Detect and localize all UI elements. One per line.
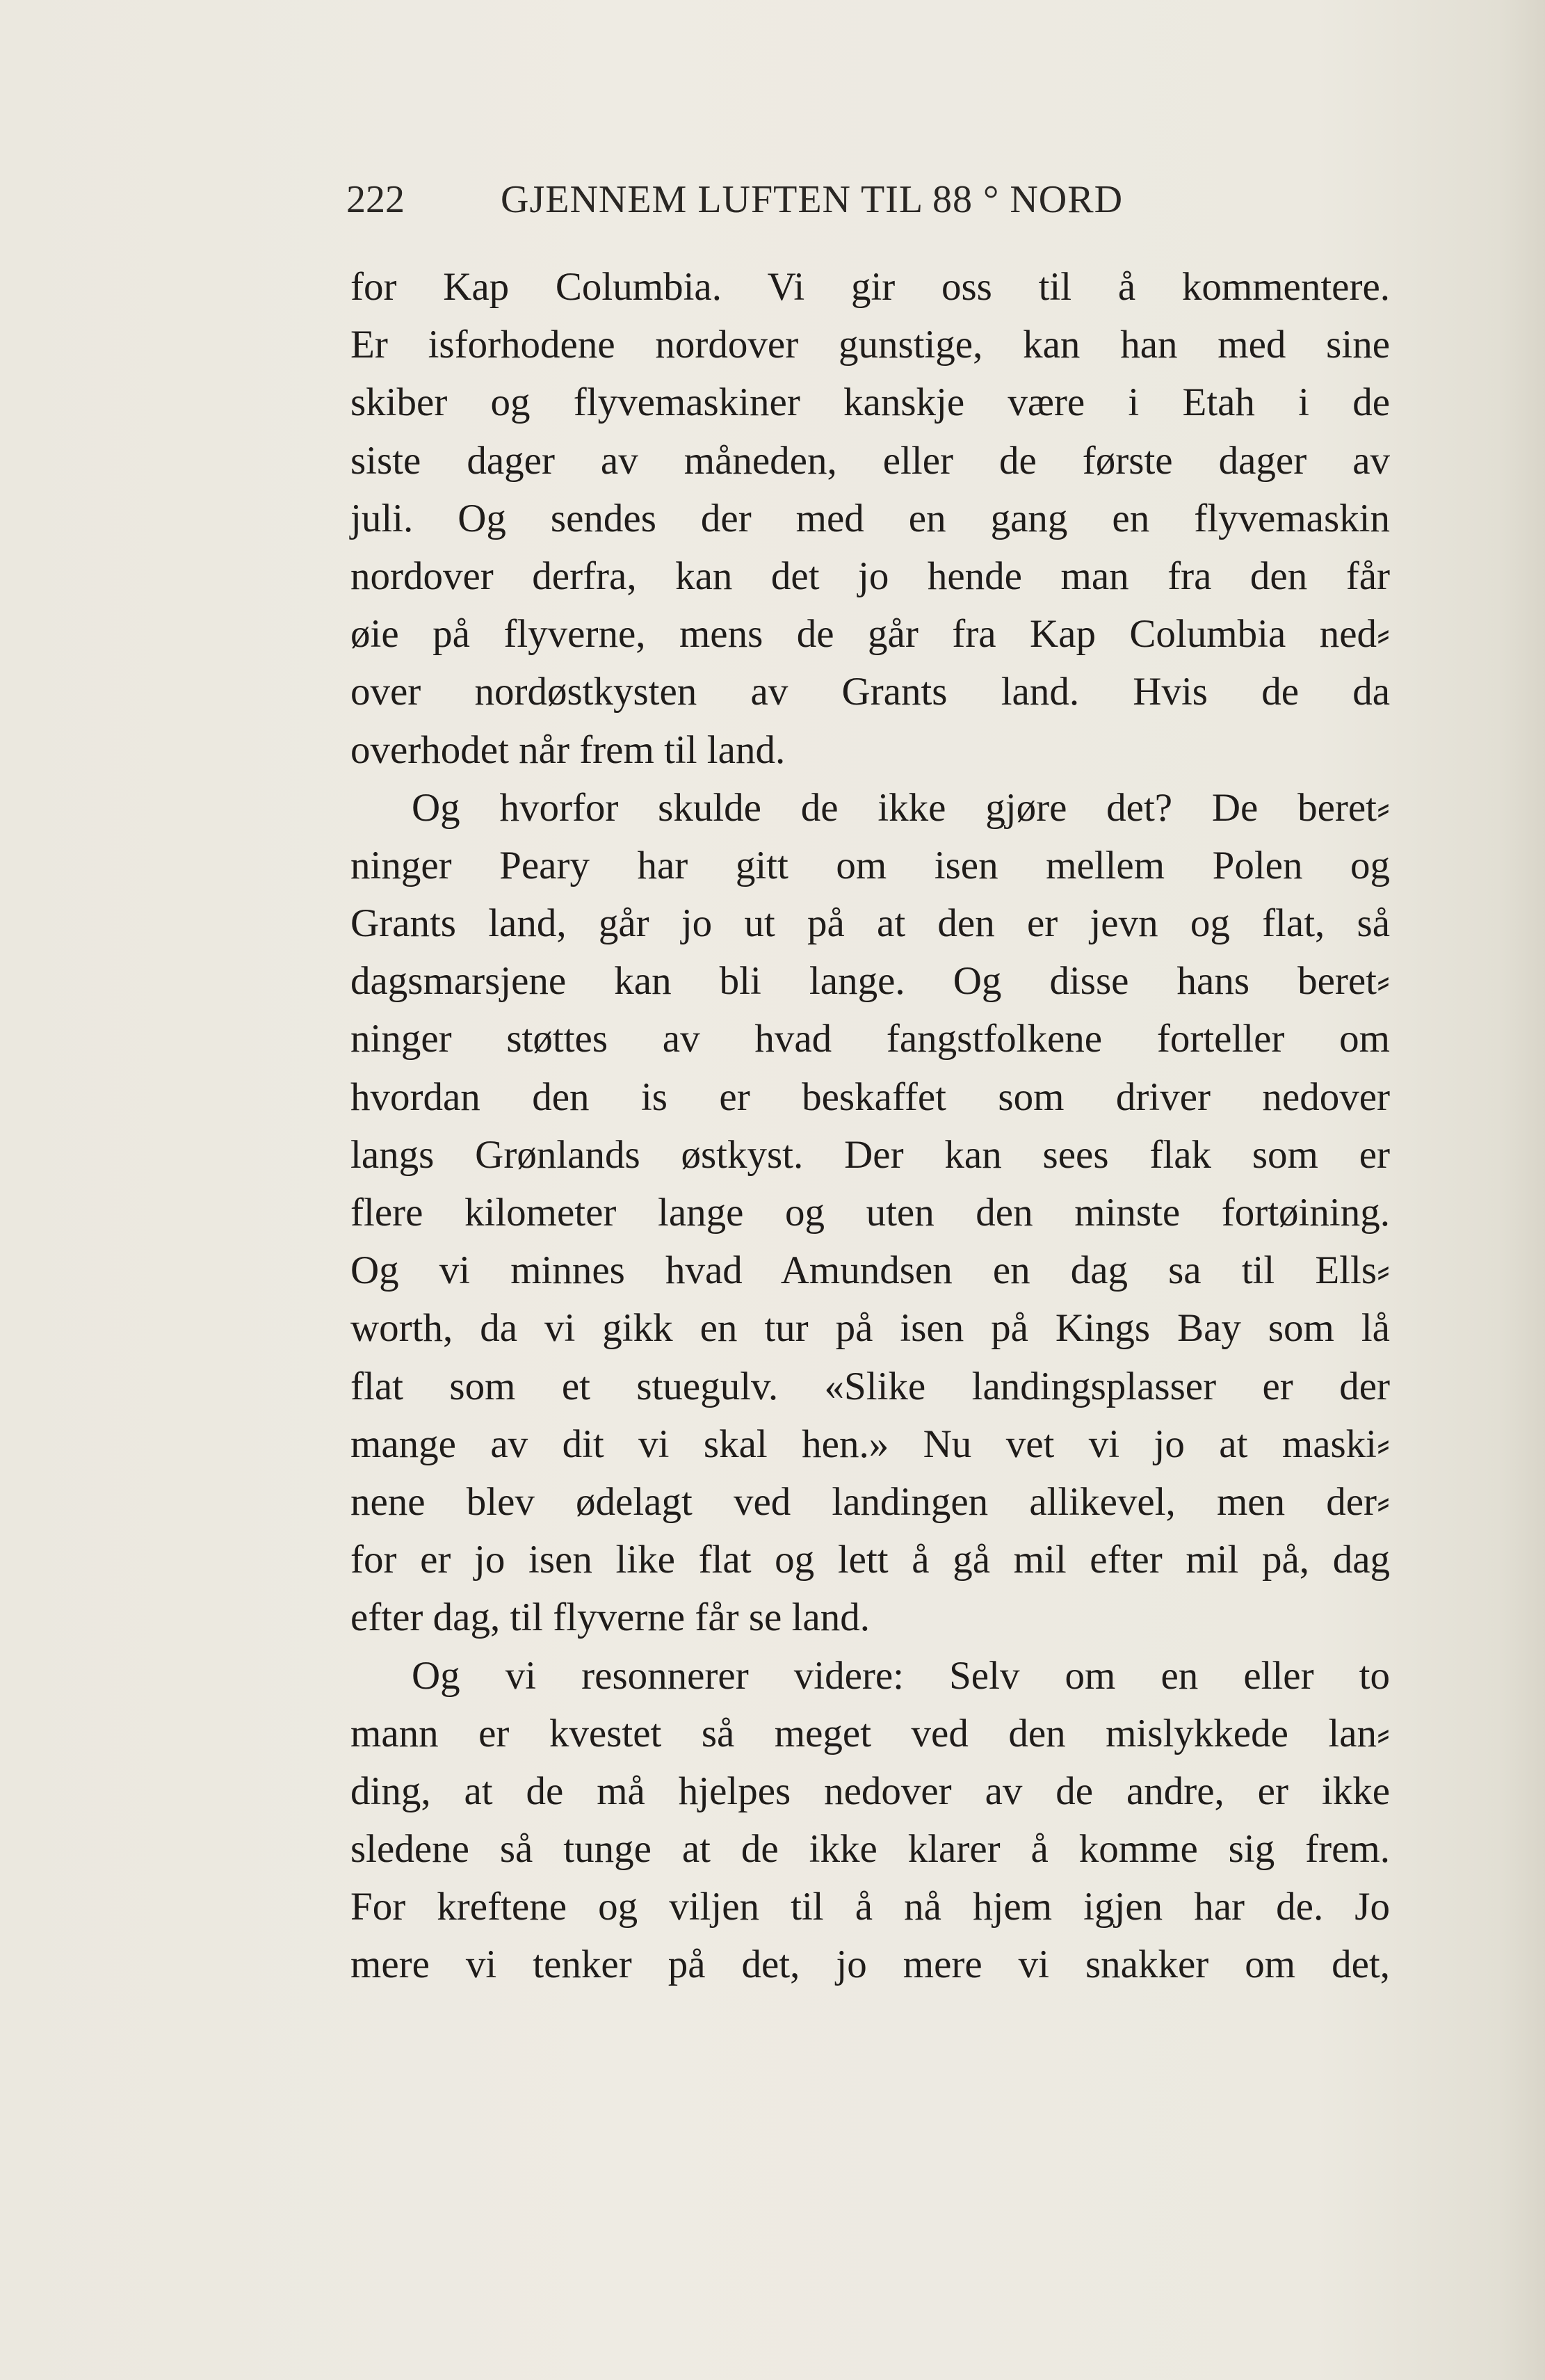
page-header: [346, 177, 1250, 233]
text-line: for er jo isen like flat og lett å gå mil efter mil på, dag: [350, 1538, 1390, 1582]
text-line: over nordøstkysten av Grants land. Hvis de da: [350, 670, 1390, 714]
text-line: ninger støttes av hvad fangstfolkene forteller om: [350, 1017, 1390, 1061]
text-line: Grants land, går jo ut på at den er jevn og flat, så: [350, 901, 1390, 946]
text-line: Og vi minnes hvad Amundsen en dag sa til Ells⸗: [350, 1248, 1390, 1293]
text-line: ninger Peary har gitt om isen mellem Polen og: [350, 843, 1390, 887]
paragraph: [350, 1647, 1390, 1994]
text-line: mange av dit vi skal hen.» Nu vet vi jo at maski⸗: [350, 1422, 1390, 1466]
text-line: overhodet når frem til land.: [350, 727, 786, 772]
text-line: nordover derfra, kan det jo hende man fra den får: [350, 554, 1390, 598]
text-line: sledene så tunge at de ikke klarer å komme sig frem.: [350, 1827, 1390, 1872]
text-line: mann er kvestet så meget ved den mislykkede lan⸗: [350, 1711, 1390, 1755]
body-text: [350, 258, 1390, 1994]
text-line: ding, at de må hjelpes nedover av de andre, er ikke: [350, 1769, 1390, 1813]
paragraph: [350, 258, 1390, 779]
page-number: 222: [346, 178, 405, 221]
text-line: øie på flyverne, mens de går fra Kap Columbia ned⸗: [350, 612, 1390, 657]
text-line: efter dag, til flyverne får se land.: [350, 1595, 870, 1640]
text-line: flere kilometer lange og uten den minste fortøining.: [350, 1191, 1390, 1235]
text-line: flat som et stuegulv. «Slike landingsplasser er der: [350, 1364, 1390, 1408]
text-line: worth, da vi gikk en tur på isen på Kings Bay som lå: [350, 1306, 1390, 1351]
text-line: langs Grønlands østkyst. Der kan sees flak som er: [350, 1132, 1390, 1177]
text-line: nene blev ødelagt ved landingen allikevel, men der⸗: [350, 1479, 1390, 1524]
text-line: hvordan den is er beskaffet som driver nedover: [350, 1075, 1390, 1119]
text-line: siste dager av måneden, eller de første dager av: [350, 438, 1390, 483]
text-line: Og vi resonnerer videre: Selv om en eller to: [412, 1653, 1390, 1698]
text-line: for Kap Columbia. Vi gir oss til å kommentere.: [350, 265, 1390, 309]
text-line: For kreftene og viljen til å nå hjem igjen har de. Jo: [350, 1885, 1390, 1929]
text-line: skiber og flyvemaskiner kanskje være i Etah i de: [350, 380, 1390, 425]
text-line: Og hvorfor skulde de ikke gjøre det? De beret⸗: [412, 785, 1390, 830]
paragraph: [350, 779, 1390, 1647]
text-line: dagsmarsjene kan bli lange. Og disse hans beret⸗: [350, 959, 1390, 1004]
text-line: juli. Og sendes der med en gang en flyvemaskin: [350, 496, 1390, 540]
running-title: GJENNEM LUFTEN TIL 88 ° NORD: [501, 178, 1124, 221]
text-line: mere vi tenker på det, jo mere vi snakker om det,: [350, 1943, 1390, 1987]
text-line: Er isforhodene nordover gunstige, kan han med sine: [350, 323, 1390, 367]
